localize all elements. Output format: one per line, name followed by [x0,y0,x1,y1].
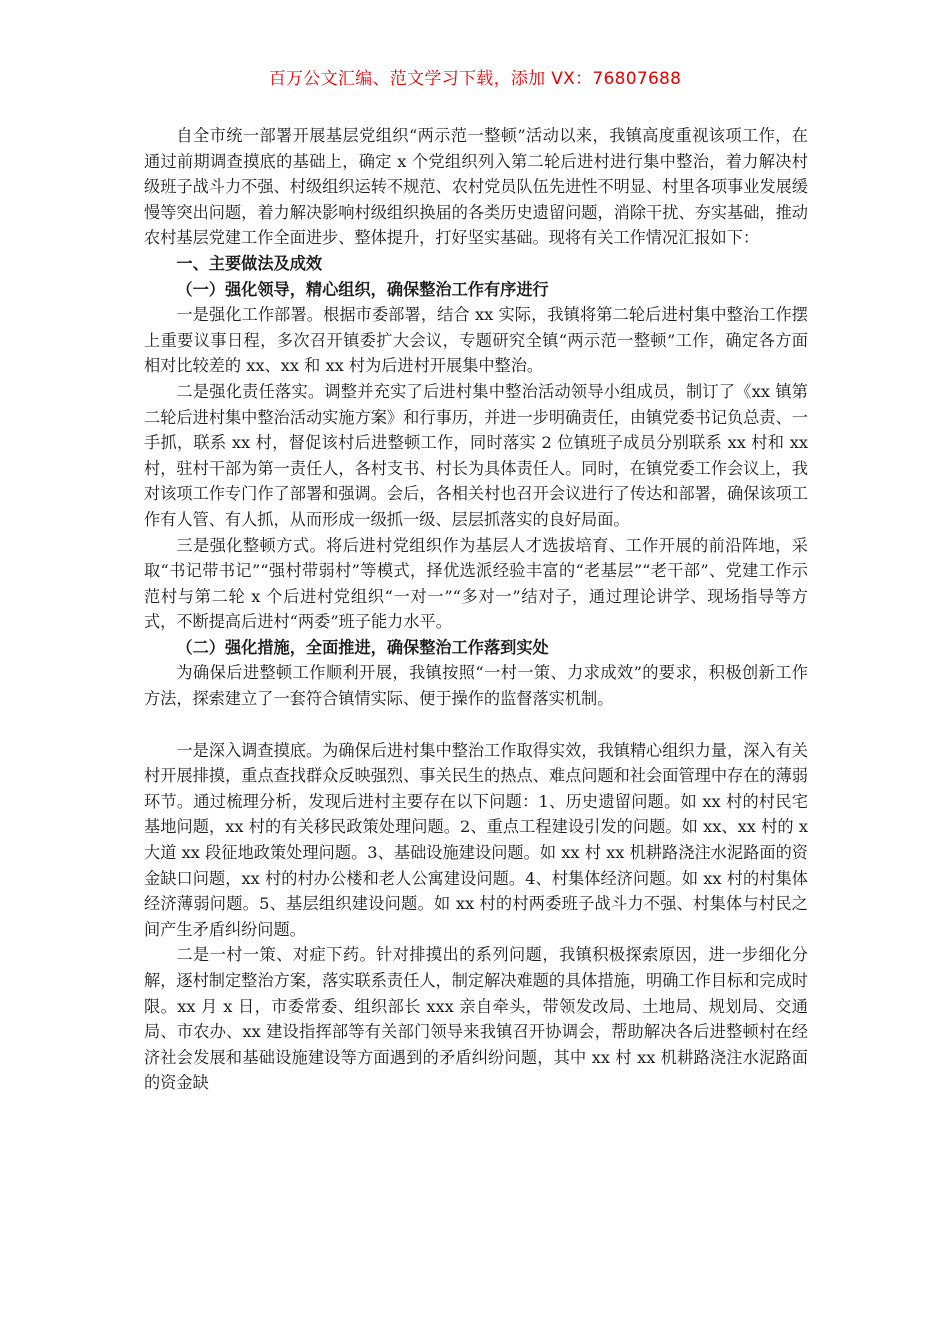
body-paragraph: 一是深入调查摸底。为确保后进村集中整治工作取得实效，我镇精心组织力量，深入有关村开展排摸，重点查找群众反映强烈、事关民生的热点、难点问题和社会面管理中存在的薄弱环节。通过梳理分析，发现后进村主要存在以下问题：1、历史遗留问题。如 xx 村的村民宅基地问题，xx 村的有关移民政策处理问题。2、重点工程建设引发的问题。如 xx、xx 村的 x 大道 xx 段征地政策处理问题。3、基础设施建设问题。如 xx 村 xx 机耕路浇注水泥路面的资金缺口问题，xx 村的村办公楼和老人公寓建设问题。4、村集体经济问题。如 xx 村的村集体经济薄弱问题。5、基层组织建设问题。如 xx 村的村两委班子战斗力不强、村集体与村民之间产生矛盾纠纷问题。 [144,740,808,939]
subsection-heading-2: （二）强化措施，全面推进，确保整治工作落到实处 [176,637,549,657]
body-paragraph: 为确保后进整顿工作顺利开展，我镇按照“一村一策、力求成效”的要求，积极创新工作方法，探索建立了一套符合镇情实际、便于操作的监督落实机制。 [144,663,808,709]
body-paragraph: 二是强化责任落实。调整并充实了后进村集中整治活动领导小组成员，制订了《xx 镇第二轮后进村集中整治活动实施方案》和行事历，并进一步明确责任，由镇党委书记负总责、一手抓，联系 xx 村，督促该村后进整顿工作，同时落实 2 位镇班子成员分别联系 xx 村和 xx 村，驻村干部为第一责任人，各村支书、村长为具体责任人。同时，在镇党委工作会议上，我对该项工作专门作了部署和强调。会后，各相关村也召开会议进行了传达和部署，确保该项工作有人管、有人抓，从而形成一级抓一级、层层抓落实的良好局面。 [144,381,808,529]
body-paragraph: 一是强化工作部署。根据市委部署，结合 xx 实际，我镇将第二轮后进村集中整治工作摆上重要议事日程，多次召开镇委扩大会议，专题研究全镇“两示范一整顿”工作，确定各方面相对比较差的 xx、xx 和 xx 村为后进村开展集中整治。 [144,305,808,376]
document-body [144,123,808,1096]
intro-paragraph: 自全市统一部署开展基层党组织“两示范一整顿”活动以来，我镇高度重视该项工作，在通过前期调查摸底的基础上，确定 x 个党组织列入第二轮后进村进行集中整治，着力解决村级班子战斗力不强、村级组织运转不规范、农村党员队伍先进性不明显、村里各项事业发展缓慢等突出问题，着力解决影响村级组织换届的各类历史遗留问题，消除干扰、夯实基础，推动农村基层党建工作全面进步、整体提升，打好坚实基础。现将有关工作情况汇报如下： [144,126,808,248]
section-heading: 一、主要做法及成效 [176,253,323,273]
subsection-heading-1: （一）强化领导，精心组织，确保整治工作有序进行 [176,279,549,299]
body-paragraph: 三是强化整顿方式。将后进村党组织作为基层人才选拔培育、工作开展的前沿阵地，采取“书记带书记”“强村带弱村”等模式，择优选派经验丰富的“老基层”“老干部”、党建工作示范村与第二轮 x 个后进村党组织“一对一”“多对一”结对子，通过理论讲学、现场指导等方式，不断提高后进村“两委”班子能力水平。 [144,535,808,632]
header-banner: 百万公文汇编、范文学习下载，添加 VX：76807688 [268,69,682,89]
body-paragraph: 二是一村一策、对症下药。针对排摸出的系列问题，我镇积极探索原因，进一步细化分解，逐村制定整治方案，落实联系责任人，制定解决难题的具体措施，明确工作目标和完成时限。xx 月 x 日，市委常委、组织部长 xxx 亲自牵头，带领发改局、土地局、规划局、交通局、市农办、xx 建设指挥部等有关部门领导来我镇召开协调会，帮助解决各后进整顿村在经济社会发展和基础设施建设等方面遇到的矛盾纠纷问题，其中 xx 村 xx 机耕路浇注水泥路面的资金缺 [144,945,808,1093]
